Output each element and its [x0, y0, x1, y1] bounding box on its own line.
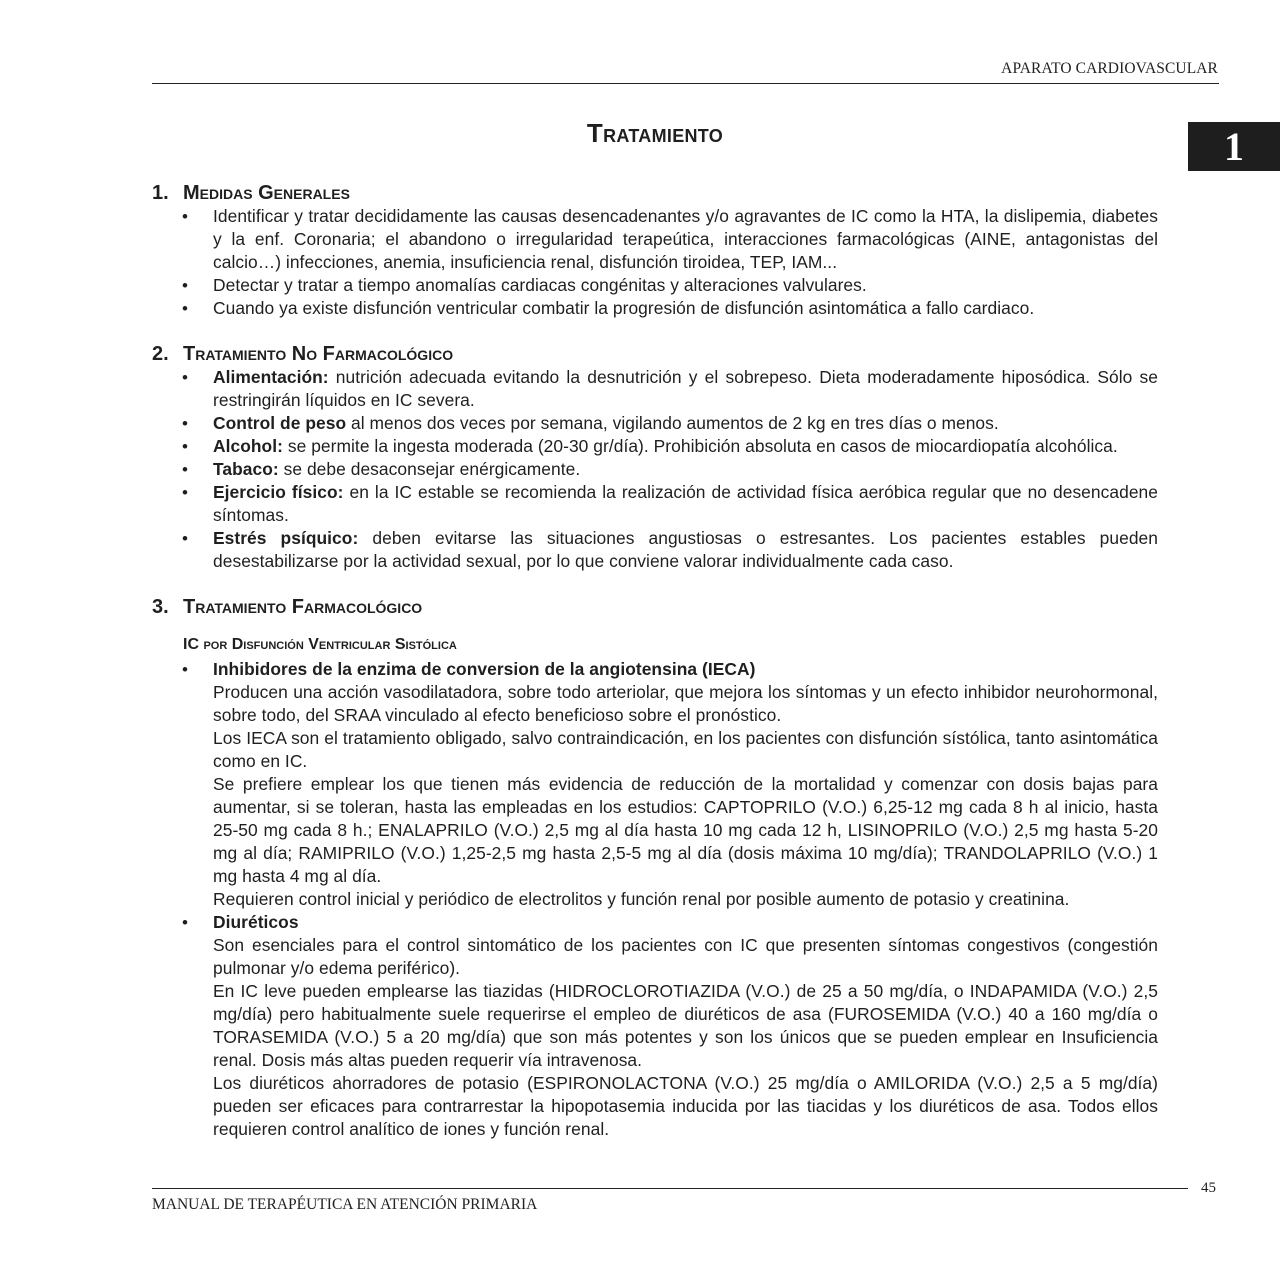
item-lead: Estrés psíquico:	[213, 528, 359, 548]
list-item	[152, 481, 1158, 527]
footer-rule	[152, 1188, 1188, 1189]
main-content	[152, 181, 1158, 1141]
item-text: nutrición adecuada evitando la desnutrición y el sobrepeso. Dieta moderadamente hiposódica. Sólo se restringirán líquidos en IC severa.	[213, 367, 1158, 410]
bullet-icon: •	[182, 299, 188, 318]
item-text: Cuando ya existe disfunción ventricular combatir la progresión de disfunción asintomática a fallo cardiaco.	[213, 298, 1035, 318]
item-text: deben evitarse las situaciones angustiosas o estresantes. Los pacientes estables pueden desestabilizarse por la actividad sexual, por lo que conviene valorar individualmente cada caso.	[213, 528, 1158, 571]
bullet-icon: •	[182, 460, 188, 479]
bullet-icon: •	[182, 913, 188, 932]
bullet-list	[152, 658, 1158, 1141]
item-lead: Diuréticos	[213, 912, 299, 932]
list-item	[152, 412, 1158, 435]
list-item	[152, 366, 1158, 412]
list-item	[152, 911, 1158, 1141]
item-paragraph: Son esenciales para el control sintomático de los pacientes con IC que presenten síntomas congestivos (congestión pulmonar y/o edema periférico).	[213, 935, 1158, 978]
bullet-icon: •	[182, 368, 188, 387]
item-lead: Alimentación:	[213, 367, 329, 387]
section-number: 2.	[152, 343, 169, 365]
section-heading	[152, 181, 1158, 205]
item-paragraph: Los IECA son el tratamiento obligado, salvo contraindicación, en los pacientes con disfunción sístólica, tanto asintomática como en IC.	[213, 728, 1158, 771]
bullet-icon: •	[182, 483, 188, 502]
item-text: en la IC estable se recomienda la realización de actividad física aeróbica regular que no desencadene síntomas.	[213, 482, 1158, 525]
item-lead: Control de peso	[213, 413, 347, 433]
bullet-icon: •	[182, 276, 188, 295]
list-item	[152, 297, 1158, 320]
page-number: 45	[1201, 1180, 1216, 1196]
section-heading	[152, 342, 1158, 366]
list-item	[152, 527, 1158, 573]
item-text: se debe desaconsejar enérgicamente.	[278, 459, 581, 479]
item-paragraph: Requieren control inicial y periódico de electrolitos y función renal por posible aumento de potasio y creatinina.	[213, 889, 1070, 909]
item-text: se permite la ingesta moderada (20-30 gr/día). Prohibición absoluta en casos de miocardiopatía alcohólica.	[282, 436, 1118, 456]
bullet-list	[152, 366, 1158, 573]
item-text: Identificar y tratar decididamente las causas desencadenantes y/o agravantes de IC como la HTA, la dislipemia, diabetes y la enf. Coronaria; el abandono o irregularidad terapeútica, interacciones farmacológicas (AINE, antagonistas del calcio…) infecciones, anemia, insuficiencia renal, disfunción tiroidea, TEP, IAM...	[213, 206, 1158, 272]
list-item	[152, 205, 1158, 274]
bullet-icon: •	[182, 529, 188, 548]
list-item	[152, 274, 1158, 297]
item-paragraph: En IC leve pueden emplearse las tiazidas (HIDROCLOROTIAZIDA (V.O.) de 25 a 50 mg/día, o INDAPAMIDA (V.O.) 2,5 mg/día) pero habitualmente suele requerirse el empleo de diuréticos de asa (FUROSEMIDA (V.O.) 40 a 160 mg/día o TORASEMIDA (V.O.) 5 a 20 mg/día) que son más potentes y son los únicos que se pueden emplear en Insuficiencia renal. Dosis más altas pueden requerir vía intravenosa.	[213, 981, 1158, 1070]
list-item	[152, 658, 1158, 911]
section-number: 1.	[152, 182, 169, 204]
bullet-icon: •	[182, 207, 188, 226]
section-title: Tratamiento Farmacológico	[183, 596, 423, 618]
section-title: Medidas Generales	[183, 182, 350, 204]
item-lead: Alcohol:	[213, 436, 283, 456]
list-item	[152, 458, 1158, 481]
running-head: APARATO CARDIOVASCULAR	[1001, 60, 1218, 77]
section-number: 3.	[152, 596, 169, 618]
running-foot: MANUAL DE TERAPÉUTICA EN ATENCIÓN PRIMARIA	[152, 1196, 538, 1213]
item-lead: Inhibidores de la enzima de conversion de la angiotensina (IECA)	[213, 659, 756, 679]
header-rule	[152, 83, 1219, 84]
item-paragraph: Se prefiere emplear los que tienen más evidencia de reducción de la mortalidad y comenzar con dosis bajas para aumentar, si se toleran, hasta las empleadas en los estudios: CAPTOPRILO (V.O.) 6,25-12 mg cada 8 h al inicio, hasta 25-50 mg cada 8 h.; ENALAPRILO (V.O.) 2,5 mg al día hasta 10 mg cada 12 h, LISINOPRILO (V.O.) 2,5 mg hasta 5-20 mg al día; RAMIPRILO (V.O.) 1,25-2,5 mg hasta 2,5-5 mg al día (dosis máxima 10 mg/día); TRANDOLAPRILO (V.O.) 1 mg hasta 4 mg al día.	[213, 774, 1158, 886]
bullet-icon: •	[182, 437, 188, 456]
item-text: al menos dos veces por semana, vigilando aumentos de 2 kg en tres días o menos.	[346, 413, 999, 433]
item-lead: Tabaco:	[213, 459, 279, 479]
chapter-tab: 1	[1188, 122, 1280, 171]
bullet-list	[152, 205, 1158, 320]
item-paragraph: Producen una acción vasodilatadora, sobre todo arteriolar, que mejora los síntomas y un efecto inhibidor neurohormonal, sobre todo, del SRAA vinculado al efecto beneficioso sobre el pronóstico.	[213, 682, 1158, 725]
bullet-icon: •	[182, 660, 188, 679]
section-heading	[152, 595, 1158, 619]
section-title: Tratamiento No Farmacológico	[183, 343, 454, 365]
bullet-icon: •	[182, 414, 188, 433]
item-text: Detectar y tratar a tiempo anomalías cardiacas congénitas y alteraciones valvulares.	[213, 275, 867, 295]
item-lead: Ejercicio físico:	[213, 482, 344, 502]
item-paragraph: Los diuréticos ahorradores de potasio (ESPIRONOLACTONA (V.O.) 25 mg/día o AMILORIDA (V.O.) 2,5 a 5 mg/día) pueden ser eficaces para contrarrestar la hipopotasemia inducida por las tiacidas y los diuréticos de asa. Todos ellos requieren control analítico de iones y función renal.	[213, 1073, 1158, 1139]
page-title: Tratamiento	[586, 118, 724, 148]
subsection-heading: IC por Disfunción Ventricular Sistólica	[183, 636, 457, 653]
list-item	[152, 435, 1158, 458]
